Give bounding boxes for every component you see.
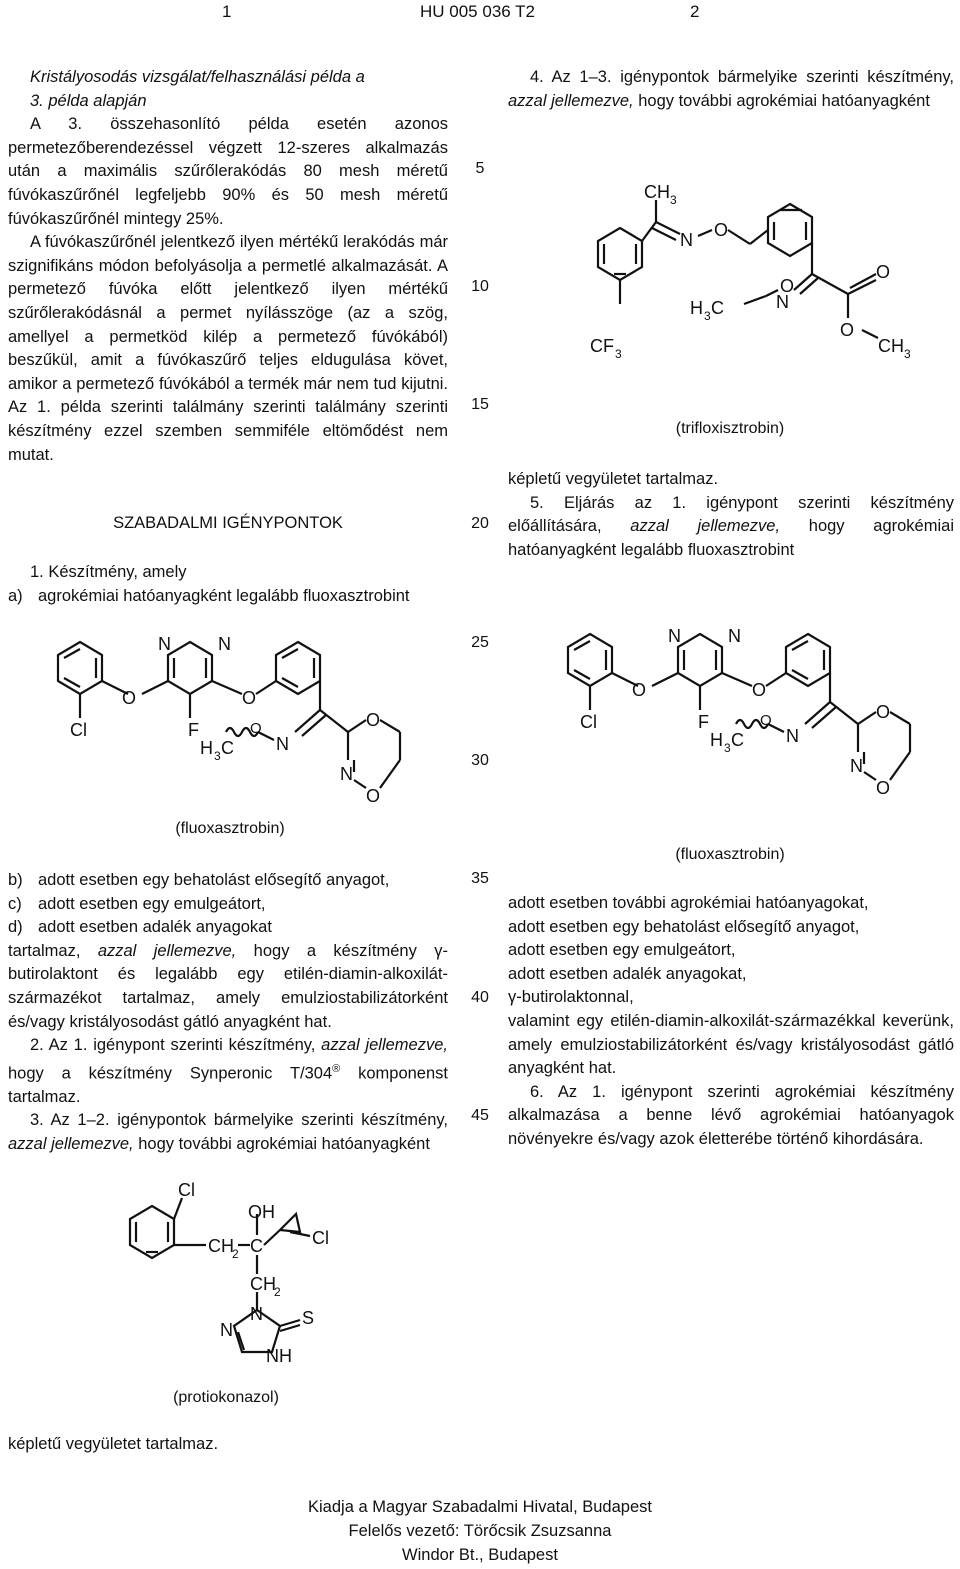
claim-1d: d) adott esetben adalék anyagokat bbox=[8, 918, 272, 937]
document-id: HU 005 036 T2 bbox=[420, 2, 535, 21]
svg-text:N: N bbox=[220, 1320, 233, 1340]
svg-text:C: C bbox=[250, 1236, 263, 1256]
svg-text:N: N bbox=[776, 292, 789, 312]
claim-1c: c) adott esetben egy emulgeátort, bbox=[8, 894, 266, 913]
list-item: γ-butirolaktonnal, bbox=[508, 988, 634, 1007]
svg-text:N: N bbox=[850, 756, 863, 776]
svg-text:3: 3 bbox=[724, 741, 731, 755]
line-number: 5 bbox=[475, 160, 485, 177]
footer-responsible: Felelős vezető: Törőcsik Zsuzsanna bbox=[348, 1522, 612, 1540]
right-column-mid bbox=[508, 468, 954, 562]
svg-text:CH: CH bbox=[250, 1274, 276, 1294]
formula-statement-right: képletű vegyületet tartalmaz. bbox=[508, 470, 719, 488]
svg-text:N: N bbox=[250, 1304, 263, 1324]
svg-text:F: F bbox=[188, 720, 199, 740]
svg-text:O: O bbox=[366, 786, 381, 806]
svg-text:2: 2 bbox=[274, 1285, 281, 1299]
svg-text:Cl: Cl bbox=[70, 720, 87, 740]
page-number-right: 2 bbox=[690, 2, 700, 21]
svg-text:C: C bbox=[731, 730, 744, 750]
claims-title: SZABADALMI IGÉNYPONTOK bbox=[113, 514, 343, 532]
svg-text:CH: CH bbox=[644, 182, 670, 202]
list-item: adott esetben további agrokémiai hatóanyagokat, bbox=[508, 894, 869, 912]
claim-4: 4. Az 1–3. igénypontok bármelyike szerinti készítmény, azzal jellemezve, hogy további agrokémiai hatóanyagként bbox=[508, 68, 954, 110]
claim-3: 3. Az 1–2. igénypontok bármelyike szerinti készítmény, azzal jellemezve, hogy további agrokémiai hatóanyagként bbox=[8, 1111, 448, 1154]
svg-text:NH: NH bbox=[266, 1346, 292, 1366]
svg-text:F: F bbox=[698, 712, 709, 732]
svg-text:CH: CH bbox=[208, 1236, 234, 1256]
line-number: 20 bbox=[471, 515, 489, 532]
svg-text:CF: CF bbox=[590, 336, 614, 356]
svg-text:N: N bbox=[340, 764, 353, 784]
svg-text:3: 3 bbox=[615, 347, 622, 361]
svg-text:OH: OH bbox=[248, 1202, 275, 1222]
svg-text:O: O bbox=[780, 276, 795, 296]
svg-text:N: N bbox=[276, 734, 289, 754]
svg-text:O: O bbox=[714, 220, 729, 240]
caption-prothioconazole: (protiokonazol) bbox=[173, 1389, 279, 1406]
line-number: 40 bbox=[471, 989, 489, 1006]
claim-5: 5. Eljárás az 1. igénypont szerinti készítmény előállítására, azzal jellemezve, hogy agrokémiai hatóanyagként legalább fluoxasztrobint bbox=[508, 493, 954, 559]
svg-text:O: O bbox=[752, 680, 767, 700]
svg-text:H: H bbox=[200, 738, 213, 758]
svg-text:C: C bbox=[221, 738, 234, 758]
list-item: adott esetben egy behatolást elősegítő anyagot, bbox=[508, 917, 860, 936]
example-title-2: 3. példa alapján bbox=[30, 91, 147, 110]
svg-text:O: O bbox=[250, 720, 262, 737]
fluoxastrobin-structure-right bbox=[540, 612, 940, 802]
svg-text:S: S bbox=[302, 1308, 315, 1328]
svg-text:CH: CH bbox=[878, 336, 904, 356]
svg-text:C: C bbox=[711, 298, 724, 318]
page-number-left: 1 bbox=[222, 2, 232, 21]
line-number: 25 bbox=[471, 634, 489, 651]
prothioconazole-structure bbox=[120, 1180, 340, 1380]
caption-fluoxastrobin-right: (fluoxasztrobin) bbox=[675, 846, 785, 863]
list-item: adott esetben egy emulgeátort, bbox=[508, 941, 736, 960]
svg-text:3: 3 bbox=[214, 749, 221, 763]
svg-text:N: N bbox=[680, 230, 693, 250]
right-column-bottom bbox=[508, 892, 954, 1152]
svg-text:3: 3 bbox=[670, 193, 677, 207]
paragraph: A 3. összehasonlító példa esetén azonos permetezőberendezéssel végzett 12-szeres alkalmazás után a maximális szűrőlerakódás 80 mesh méretű fúvókaszűrőnél legfeljebb 90% és 50 mesh méretű fúvókaszűrőnél mintegy 25%. bbox=[8, 115, 448, 228]
line-number: 30 bbox=[471, 752, 489, 769]
svg-text:O: O bbox=[242, 688, 257, 708]
svg-text:O: O bbox=[876, 778, 891, 798]
claim-1-intro bbox=[8, 561, 448, 608]
svg-text:H: H bbox=[710, 730, 723, 750]
line-number: 35 bbox=[471, 870, 489, 887]
claim-2: 2. Az 1. igénypont szerinti készítmény, azzal jellemezve, hogy a készítmény Synperonic T/304® komponenst tartalmaz. bbox=[8, 1036, 448, 1106]
svg-text:O: O bbox=[876, 702, 891, 722]
svg-text:N: N bbox=[158, 634, 171, 654]
svg-text:O: O bbox=[760, 712, 772, 729]
line-number: 45 bbox=[471, 1107, 489, 1124]
svg-text:H: H bbox=[690, 298, 703, 318]
claim-1-characterized: tartalmaz, azzal jellemezve, hogy a készítmény γ-butirolaktont és legalább egy etilén-diamin-alkoxilát-származékot tartalmaz, amely emulziostabilizátorként és/vagy kristályosodást gátló anyagként hat. bbox=[8, 941, 448, 1031]
svg-text:N: N bbox=[668, 626, 681, 646]
svg-text:O: O bbox=[840, 320, 855, 340]
line-number: 15 bbox=[471, 396, 489, 413]
footer-publisher: Kiadja a Magyar Szabadalmi Hivatal, Budapest bbox=[308, 1498, 652, 1516]
list-item: valamint egy etilén-diamin-alkoxilát-származékkal keverünk, amely emulziostabilizátorként és/vagy kristályosodást gátló anyagként hat. bbox=[508, 1011, 954, 1078]
svg-text:O: O bbox=[876, 262, 891, 282]
claim-1b: b) adott esetben egy behatolást elősegítő anyagot, bbox=[8, 871, 390, 889]
formula-statement-left: képletű vegyületet tartalmaz. bbox=[8, 1435, 219, 1453]
caption-fluoxastrobin-left: (fluoxasztrobin) bbox=[175, 820, 285, 837]
svg-text:2: 2 bbox=[232, 1247, 239, 1261]
svg-text:N: N bbox=[786, 726, 799, 746]
left-column-claims bbox=[8, 869, 448, 1157]
trifloxystrobin-structure bbox=[540, 170, 920, 370]
svg-text:O: O bbox=[632, 680, 647, 700]
fluoxastrobin-structure-left bbox=[30, 620, 430, 810]
svg-text:3: 3 bbox=[704, 309, 711, 323]
example-title: Kristályosodás vizsgálat/felhasználási példa a bbox=[30, 68, 365, 86]
svg-text:O: O bbox=[366, 710, 381, 730]
svg-text:O: O bbox=[122, 688, 137, 708]
svg-text:3: 3 bbox=[904, 347, 911, 361]
paragraph: A fúvókaszűrőnél jelentkező ilyen mértékű lerakódás már szignifikáns módon befolyásolja a permetlé alkalmazását. A permetező fúvóka előtt jelentkező ilyen mértékű szűrőlerakódásnál a permet nyílásszöge (az a szög, amellyel a permetköd kilép a permetező fúvókából) beszűkül, amit a fúvókaszűrő teljes eldugulása követ, amikor a permetező fúvókából a termék már nem tud kijutni. Az 1. példa szerinti találmány szerinti találmány szerinti készítmény ezzel szemben semmiféle eltömődést nem mutat. bbox=[8, 233, 448, 464]
claim-6: 6. Az 1. igénypont szerinti agrokémiai készítmény alkalmazása a benne lévő agrokémiai hatóanyagok növényekre és/vagy azok életterébe történő kihordására. bbox=[508, 1082, 954, 1148]
claim-1a: a) agrokémiai hatóanyagként legalább fluoxasztrobint bbox=[8, 586, 410, 605]
svg-text:N: N bbox=[218, 634, 231, 654]
left-column-top bbox=[8, 66, 448, 467]
footer-printer: Windor Bt., Budapest bbox=[402, 1546, 558, 1564]
claim-1: 1. Készítmény, amely bbox=[30, 563, 187, 581]
svg-text:Cl: Cl bbox=[178, 1180, 195, 1200]
caption-trifloxystrobin: (trifloxisztrobin) bbox=[675, 420, 785, 437]
svg-text:Cl: Cl bbox=[312, 1228, 329, 1248]
svg-text:Cl: Cl bbox=[580, 712, 597, 732]
svg-text:N: N bbox=[728, 626, 741, 646]
list-item: adott esetben adalék anyagokat, bbox=[508, 964, 747, 983]
line-number: 10 bbox=[471, 278, 489, 295]
